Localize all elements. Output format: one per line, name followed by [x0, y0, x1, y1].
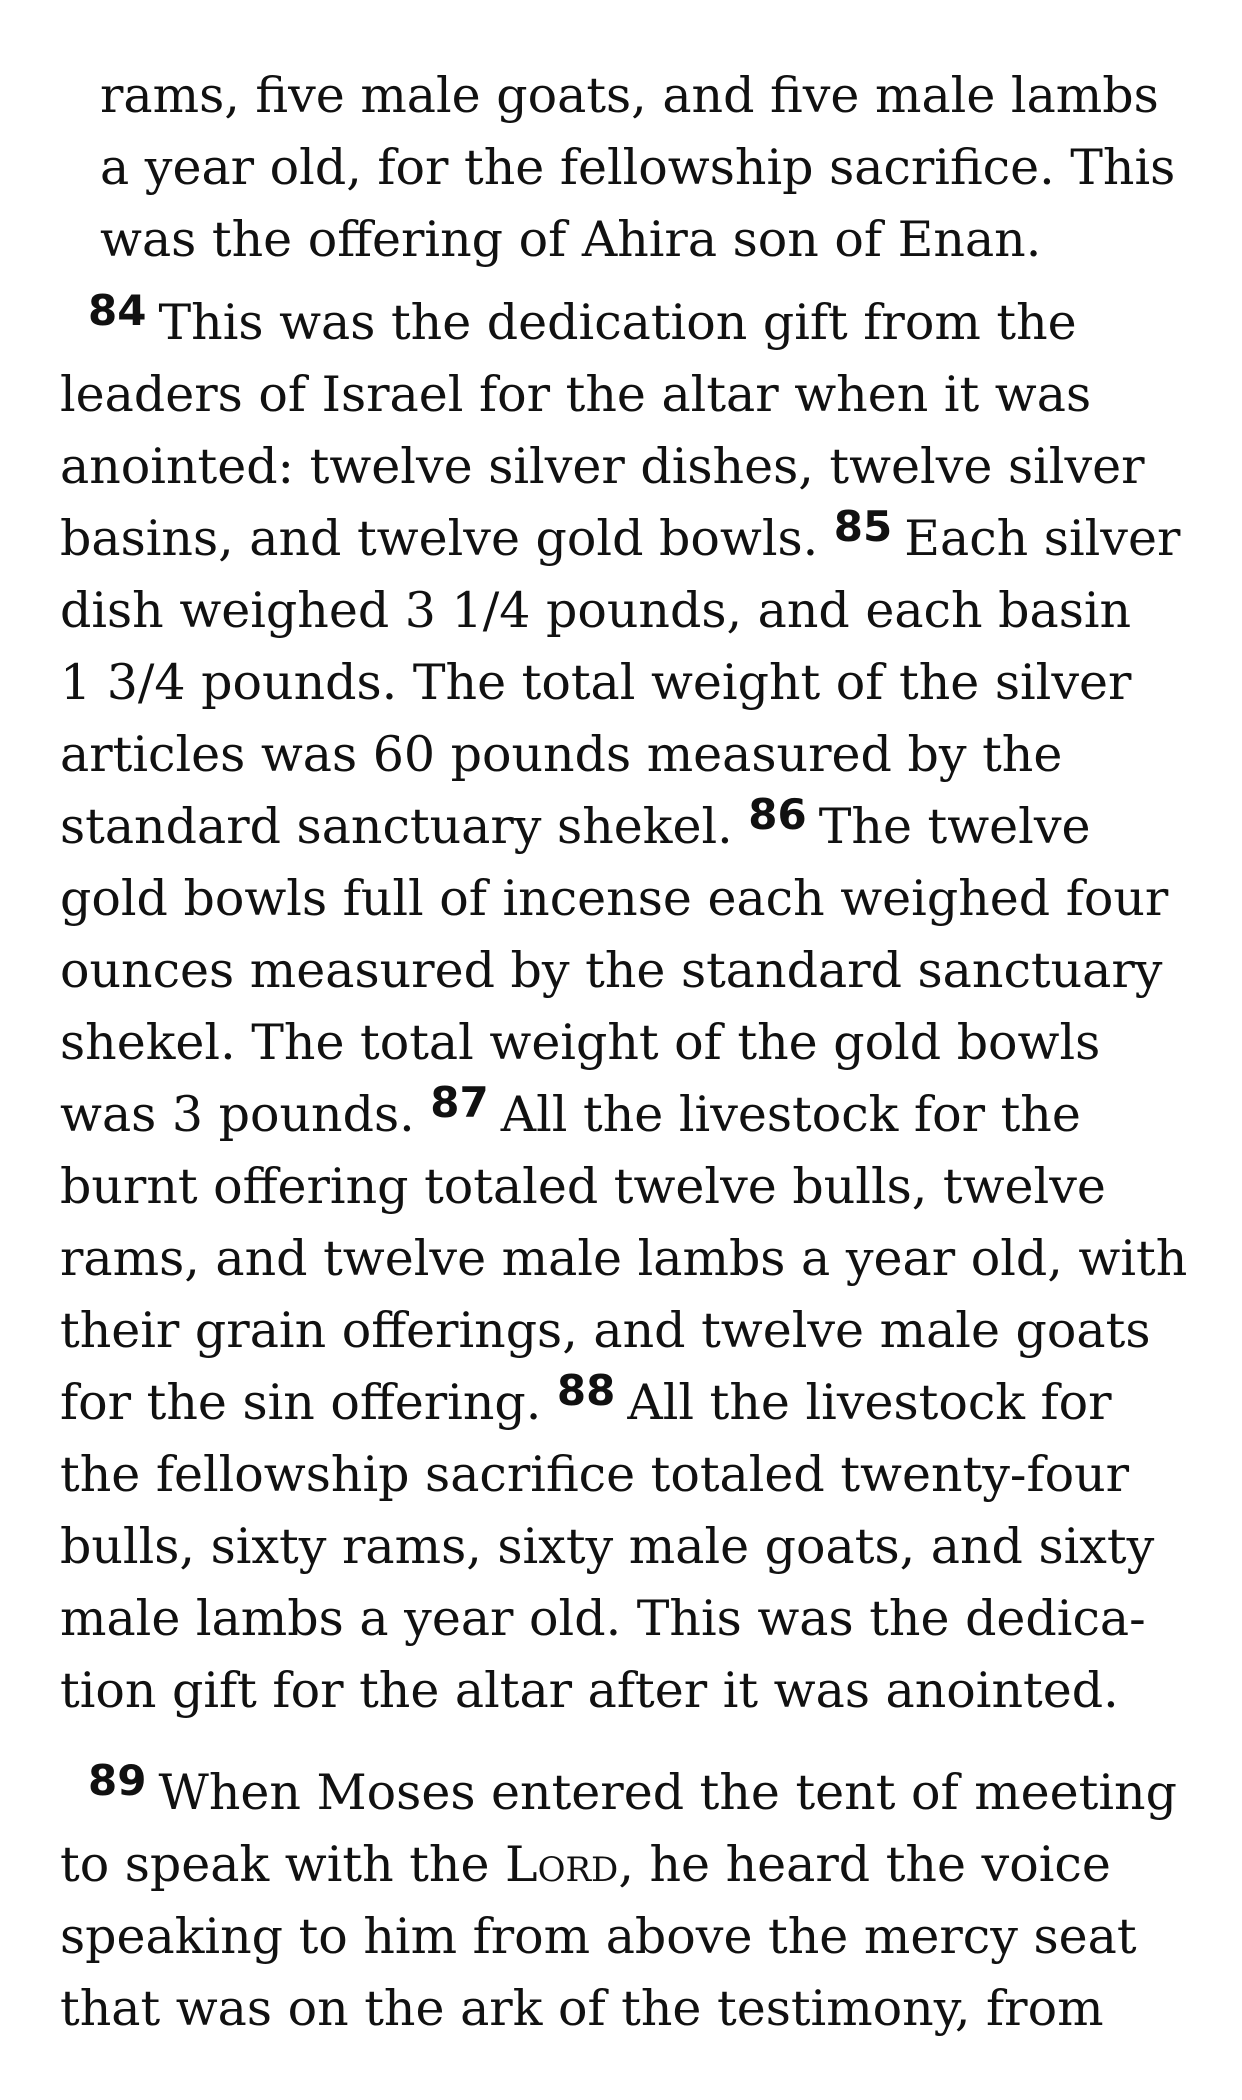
text-line: that was on the ark of the testimony, from — [60, 1980, 1104, 2037]
verse-text: standard sanctuary shekel. — [60, 798, 749, 855]
verse-text: All the livestock for — [627, 1374, 1112, 1431]
text-line: leaders of Israel for the altar when it was — [60, 366, 1092, 423]
verse-text: When Moses entered the tent of meeting — [158, 1764, 1177, 1821]
text-line: shekel. The total weight of the gold bowls — [60, 1014, 1101, 1071]
text-line: rams, five male goats, and five male lambs — [100, 67, 1159, 124]
verse-text: to speak with the — [60, 1836, 506, 1893]
text-line — [60, 1079, 1190, 1151]
text-line: male lambs a year old. This was the dedica- — [60, 1590, 1146, 1647]
text-line: articles was 60 pounds measured by the — [60, 726, 1063, 783]
verse-number: 85 — [833, 502, 893, 551]
text-line: the fellowship sacrifice totaled twenty-four — [60, 1446, 1130, 1503]
text-line — [60, 1829, 1190, 1901]
text-line — [60, 1757, 1190, 1829]
verse-text: All the livestock for the — [500, 1086, 1081, 1143]
text-line — [60, 503, 1190, 575]
verse-number: 86 — [748, 790, 807, 839]
verse-text: The twelve — [818, 798, 1091, 855]
verse-text: for the sin offering. — [60, 1374, 557, 1431]
text-line: speaking to him from above the mercy seat — [60, 1908, 1137, 1965]
verse-text: was 3 pounds. — [60, 1086, 431, 1143]
text-line: bulls, sixty rams, sixty male goats, and sixty — [60, 1518, 1155, 1575]
text-line: gold bowls full of incense each weighed four — [60, 870, 1169, 927]
verse-text: Each silver — [904, 510, 1181, 567]
text-line: was the offering of Ahira son of Enan. — [100, 211, 1042, 268]
verse-text: This was the dedication gift from the — [158, 294, 1077, 351]
paragraph-verse-89 — [60, 1757, 1190, 2045]
text-line: burnt offering totaled twelve bulls, twelve — [60, 1158, 1106, 1215]
text-line: their grain offerings, and twelve male goats — [60, 1302, 1151, 1359]
text-line — [60, 791, 1190, 863]
verse-text: , he heard the voice — [618, 1836, 1111, 1893]
text-line: rams, and twelve male lambs a year old, with — [60, 1230, 1188, 1287]
text-line: ounces measured by the standard sanctuary — [60, 942, 1163, 999]
text-line: 1 3/4 pounds. The total weight of the silver — [60, 654, 1132, 711]
verse-number: 89 — [88, 1756, 147, 1805]
text-line: a year old, for the fellowship sacrifice. This — [100, 139, 1176, 196]
verse-number: 87 — [430, 1078, 489, 1127]
verse-text: basins, and twelve gold bowls. — [60, 510, 834, 567]
paragraph-verses-84-88 — [60, 287, 1190, 1727]
verse-number: 84 — [88, 286, 147, 335]
text-line — [60, 1367, 1190, 1439]
text-line — [60, 287, 1190, 359]
text-line: anointed: twelve silver dishes, twelve silver — [60, 438, 1145, 495]
text-line: tion gift for the altar after it was anointed. — [60, 1662, 1119, 1719]
paragraph-continuation — [60, 60, 1190, 276]
divine-name: Lord — [505, 1836, 619, 1893]
verse-number: 88 — [556, 1366, 616, 1415]
text-line: dish weighed 3 1/4 pounds, and each basin — [60, 582, 1132, 639]
